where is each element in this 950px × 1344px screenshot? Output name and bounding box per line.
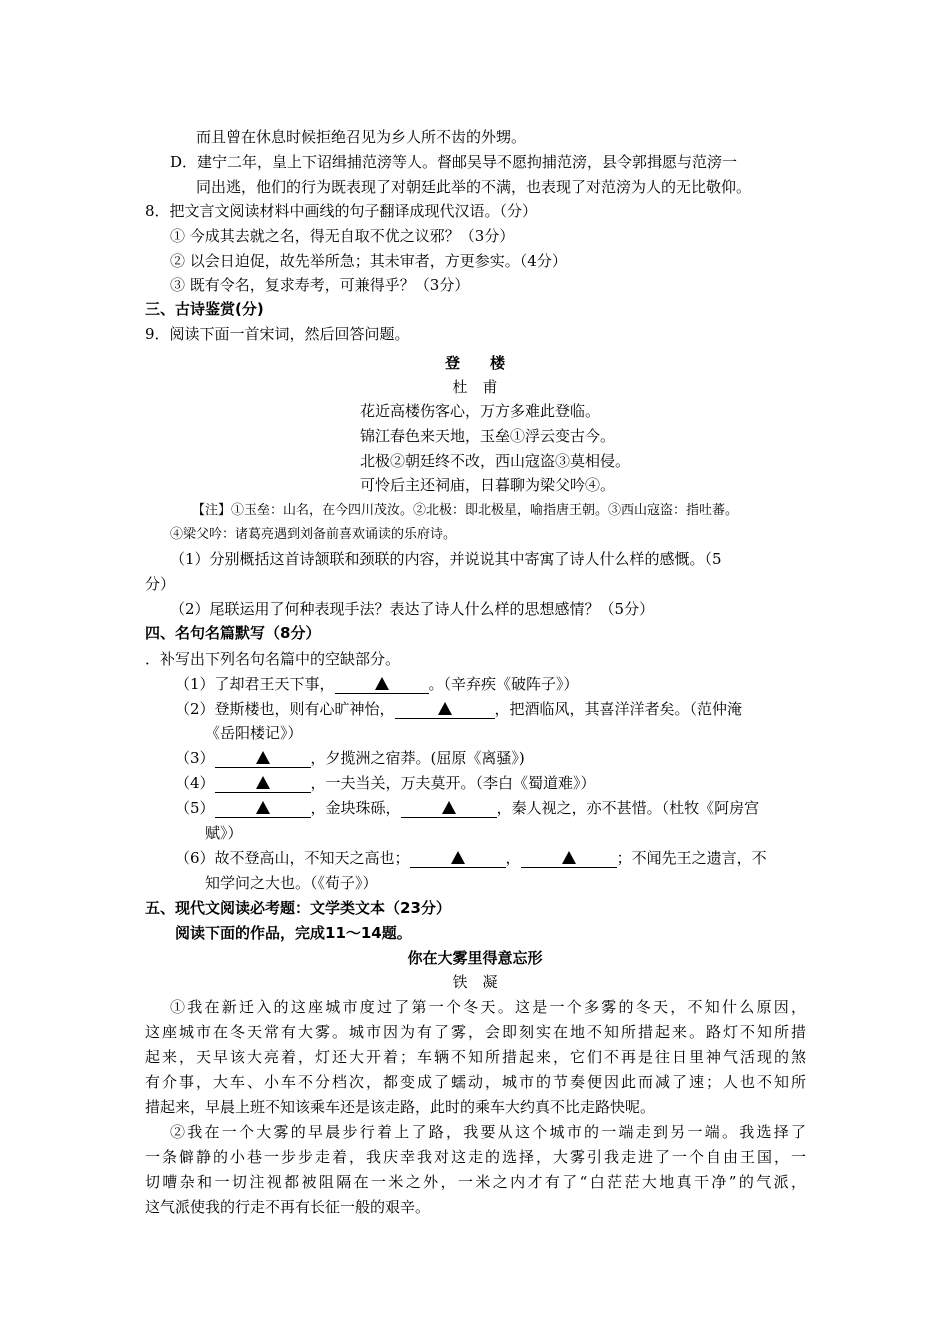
section4-intro: ．补写出下列名句名篇中的空缺部分。 [145, 650, 401, 668]
q8-title: 8．把文言文阅读材料中画线的句子翻译成现代汉语。（分） [145, 202, 538, 220]
recite-item-3: （3） ，夕揽洲之宿莽。(屈原《离骚》) [175, 749, 525, 767]
q8-item-2: ② 以会日迫促，故先举所急；其未审者，方更参实。（4分） [170, 252, 567, 270]
poem-note-line2: ④梁父吟：诸葛亮遇到刘备前喜欢诵读的乐府诗。 [170, 527, 457, 542]
recite-item-2: （2）登斯楼也，则有心旷神怡， ，把酒临风，其喜洋洋者矣。（范仲淹 [175, 700, 743, 718]
article-title: 你在大雾里得意忘形 [407, 949, 543, 967]
q8-item-3: ③ 既有令名，复求寿考，可兼得乎？（3分） [170, 276, 470, 294]
q9-sub1-line2: 分） [145, 575, 176, 593]
recite-item-6: （6）故不登高山，不知天之高也； ， ；不闻先王之遗言，不 [175, 849, 767, 867]
q7-option-c-tail: 而且曾在休息时候拒绝召见为乡人所不齿的外甥。 [196, 128, 527, 146]
answer-blank[interactable] [410, 850, 506, 868]
triangle-icon [375, 677, 389, 690]
triangle-icon [256, 776, 270, 789]
recite-item-2-cont: 《岳阳楼记》） [205, 724, 303, 742]
section4-heading: 四、名句名篇默写（8分） [145, 624, 321, 642]
section3-heading: 三、古诗鉴赏(分) [145, 300, 264, 318]
triangle-icon [451, 851, 465, 864]
answer-blank[interactable] [395, 701, 495, 719]
section5-instruction: 阅读下面的作品，完成11～14题。 [175, 924, 412, 942]
article-author: 铁 凝 [452, 973, 498, 991]
triangle-icon [256, 751, 270, 764]
poem-line-1: 花近高楼伤客心，万方多难此登临。 [360, 402, 601, 420]
recite-item-5-cont: 赋》） [205, 824, 243, 842]
recite-item-5: （5） ，金块珠砾， ，秦人视之，亦不甚惜。（杜牧《阿房宫 [175, 799, 760, 817]
answer-blank[interactable] [335, 676, 429, 694]
answer-blank[interactable] [215, 750, 311, 768]
q8-item-1: ① 今成其去就之名，得无自取不优之议邪？（3分） [170, 227, 515, 245]
answer-blank[interactable] [215, 800, 311, 818]
poem-note-line1: 【注】①玉垒：山名，在今四川茂汝。②北极：即北极星，喻指唐王朝。③西山寇盗：指吐蕃。 [192, 503, 739, 518]
q9-intro: 9．阅读下面一首宋词，然后回答问题。 [145, 325, 410, 343]
answer-blank[interactable] [401, 800, 497, 818]
recite-item-1: （1）了却君王天下事， 。（辛弃疾《破阵子》） [175, 675, 579, 693]
article-p2-line4: 这气派使我的行走不再有长征一般的艰辛。 [145, 1198, 431, 1216]
triangle-icon [256, 801, 270, 814]
poem-author: 杜 甫 [452, 378, 498, 396]
poem-line-4: 可怜后主还祠庙，日暮聊为梁父吟④。 [360, 476, 616, 494]
recite-item-6-cont: 知学问之大也。（《荀子》） [205, 874, 378, 892]
poem-line-3: 北极②朝廷终不改，西山寇盗③莫相侵。 [360, 452, 631, 470]
article-p1-line3: 起来，天早该大亮着，灯还大开着；车辆不知所措起来，它们不再是往日里神气活现的煞 [145, 1048, 806, 1066]
answer-blank[interactable] [521, 850, 617, 868]
triangle-icon [438, 702, 452, 715]
section5-heading: 五、现代文阅读必考题：文学类文本（23分） [145, 899, 451, 917]
answer-blank[interactable] [215, 775, 311, 793]
article-p2-line3: 切嘈杂和一切注视都被阻隔在一米之外，一米之内才有了“白茫茫大地真干净”的气派， [145, 1173, 806, 1191]
poem-title: 登 楼 [444, 354, 505, 372]
poem-line-2: 锦江春色来天地，玉垒①浮云变古今。 [360, 427, 616, 445]
article-p1-line1: ①我在新迁入的这座城市度过了第一个冬天。这是一个多雾的冬天，不知什么原因， [170, 998, 806, 1016]
q7-option-d-line1: D．建宁二年，皇上下诏缉捕范滂等人。督邮吴导不愿拘捕范滂，县令郭揖愿与范滂一 [170, 153, 738, 171]
article-p1-line4: 有介事，大车、小车不分档次，都变成了蠕动，城市的节奏便因此而减了速；人也不知所 [145, 1073, 806, 1091]
q9-sub1-line1: （1）分别概括这首诗颔联和颈联的内容，并说说其中寄寓了诗人什么样的感慨。（5 [170, 550, 722, 568]
article-p1-line5: 措起来，早晨上班不知该乘车还是该走路，此时的乘车大约真不比走路快呢。 [145, 1098, 656, 1116]
recite-item-4: （4） ，一夫当关，万夫莫开。（李白《蜀道难》） [175, 774, 596, 792]
q9-sub2: （2）尾联运用了何种表现手法？表达了诗人什么样的思想感情？（5分） [170, 600, 655, 618]
triangle-icon [562, 851, 576, 864]
triangle-icon [442, 801, 456, 814]
q7-option-d-line2: 同出逃，他们的行为既表现了对朝廷此举的不满，也表现了对范滂为人的无比敬仰。 [196, 178, 752, 196]
article-p1-line2: 这座城市在冬天常有大雾。城市因为有了雾，会即刻实在地不知所措起来。路灯不知所措 [145, 1023, 806, 1041]
article-p2-line2: 一条僻静的小巷一步步走着，我庆幸我对这走的选择，大雾引我走进了一个自由王国，一 [145, 1148, 806, 1166]
article-p2-line1: ②我在一个大雾的早晨步行着上了路，我要从这个城市的一端走到另一端。我选择了 [170, 1123, 806, 1141]
